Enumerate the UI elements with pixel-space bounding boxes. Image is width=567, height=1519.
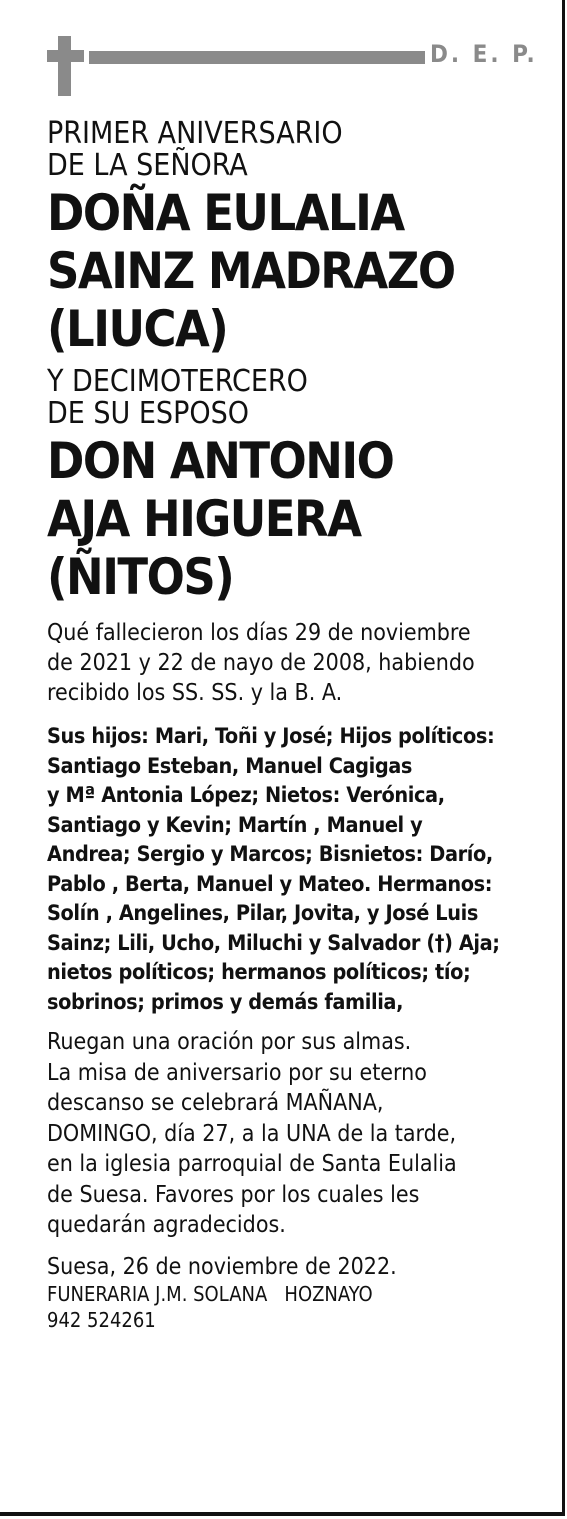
phone-number: 942 524261 (47, 1307, 156, 1332)
place-date: Suesa, 26 de noviembre de 2022. (47, 1253, 397, 1280)
death-details: Qué fallecieron los días 29 de noviembre de 2021 y 22 de nayo de 2008, habiendo recibido los SS. SS. y la B. A. (47, 620, 475, 706)
family-list: Sus hijos: Mari, Toñi y José; Hijos políticos: Santiago Esteban, Manuel Cagigas y Mª Antonia López; Nietos: Verónica, Santiago y Kevin; Martín , Manuel y Andrea; Sergio y Marcos; Bisnietos: Darío, Pablo , Berta, Manuel y Mateo. Hermanos: Solín , Angelines, Pilar, Jovita, y José Luis Sainz; Lili, Ucho, Miluchi y Salvador (†) Aja; nietos políticos; hermanos políticos; tío; sobrinos; primos y demás familia, (47, 724, 500, 1015)
first-intro: PRIMER ANIVERSARIO DE LA SEÑORA (47, 116, 343, 183)
first-deceased-name: DOÑA EULALIA SAINZ MADRAZO (LIUCA) (47, 184, 455, 358)
second-intro: Y DECIMOTERCERO DE SU ESPOSO (47, 364, 308, 431)
header-rule (89, 51, 425, 64)
second-deceased-name: DON ANTONIO AJA HIGUERA (ÑITOS) (47, 432, 394, 606)
obituary-body (47, 118, 527, 1333)
funeral-home: FUNERARIA J.M. SOLANA HOZNAYO (47, 1281, 373, 1306)
cross-icon (47, 36, 84, 96)
mass-announcement: Ruegan una oración por sus almas. La misa de aniversario por su eterno descanso se celebrará MAÑANA, DOMINGO, día 27, a la UNA de la tarde, en la iglesia parroquial de Santa Eulalia de Suesa. Favores por los cuales les quedarán agradecidos. (47, 1029, 457, 1238)
dep-label: D. E. P. (430, 40, 538, 68)
